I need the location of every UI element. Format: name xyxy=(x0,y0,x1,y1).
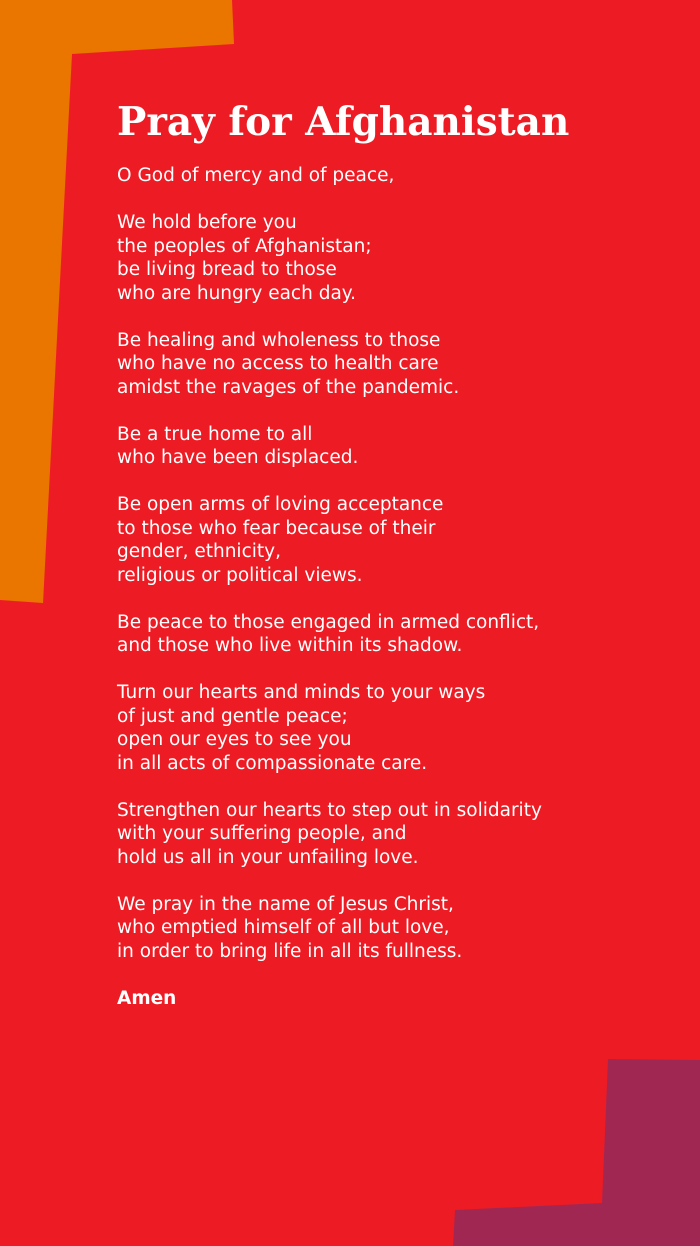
prayer-line: hold us all in your unfailing love. xyxy=(117,846,419,868)
stanza-8 xyxy=(117,799,677,870)
prayer-line: who are hungry each day. xyxy=(117,282,356,304)
stanza-3 xyxy=(117,329,677,400)
prayer-line: Strengthen our hearts to step out in solidarity xyxy=(117,799,542,821)
prayer-line: to those who fear because of their xyxy=(117,517,436,539)
prayer-line: Be a true home to all xyxy=(117,423,313,445)
page-title: Pray for Afghanistan xyxy=(117,99,570,145)
prayer-line: of just and gentle peace; xyxy=(117,705,348,727)
prayer-line: Be open arms of loving acceptance xyxy=(117,494,444,515)
stanza-9 xyxy=(117,893,677,964)
stanza-5 xyxy=(117,493,677,587)
prayer-line: open our eyes to see you xyxy=(117,729,352,750)
prayer-line: amidst the ravages of the pandemic. xyxy=(117,376,460,398)
prayer-line: We pray in the name of Jesus Christ, xyxy=(117,893,454,915)
prayer-content xyxy=(117,98,677,1010)
stanza-4 xyxy=(117,423,677,470)
prayer-line: gender, ethnicity, xyxy=(117,541,281,562)
prayer-line: Turn our hearts and minds to your ways xyxy=(117,682,486,703)
prayer-line: and those who live within its shadow. xyxy=(117,635,463,656)
prayer-line: who have no access to health care xyxy=(117,353,439,374)
prayer-line: be living bread to those xyxy=(117,259,337,280)
prayer-line: Be healing and wholeness to those xyxy=(117,329,441,351)
prayer-line: in order to bring life in all its fullness. xyxy=(117,940,463,962)
closing-amen: Amen xyxy=(117,987,177,1009)
prayer-line: O God of mercy and of peace, xyxy=(117,165,395,186)
stanza-1 xyxy=(117,164,677,188)
stanza-2 xyxy=(117,211,677,305)
prayer-line: who have been displaced. xyxy=(117,447,359,468)
stanza-6 xyxy=(117,611,677,658)
prayer-line: with your suffering people, and xyxy=(117,823,407,844)
prayer-line: We hold before you xyxy=(117,212,297,233)
stanza-7 xyxy=(117,681,677,775)
prayer-line: who emptied himself of all but love, xyxy=(117,917,450,938)
prayer-line: in all acts of compassionate care. xyxy=(117,752,428,774)
prayer-line: religious or political views. xyxy=(117,564,363,586)
plum-corner-shape xyxy=(453,1059,700,1246)
prayer-line: Be peace to those engaged in armed conflict, xyxy=(117,611,540,633)
prayer-line: the peoples of Afghanistan; xyxy=(117,235,372,257)
